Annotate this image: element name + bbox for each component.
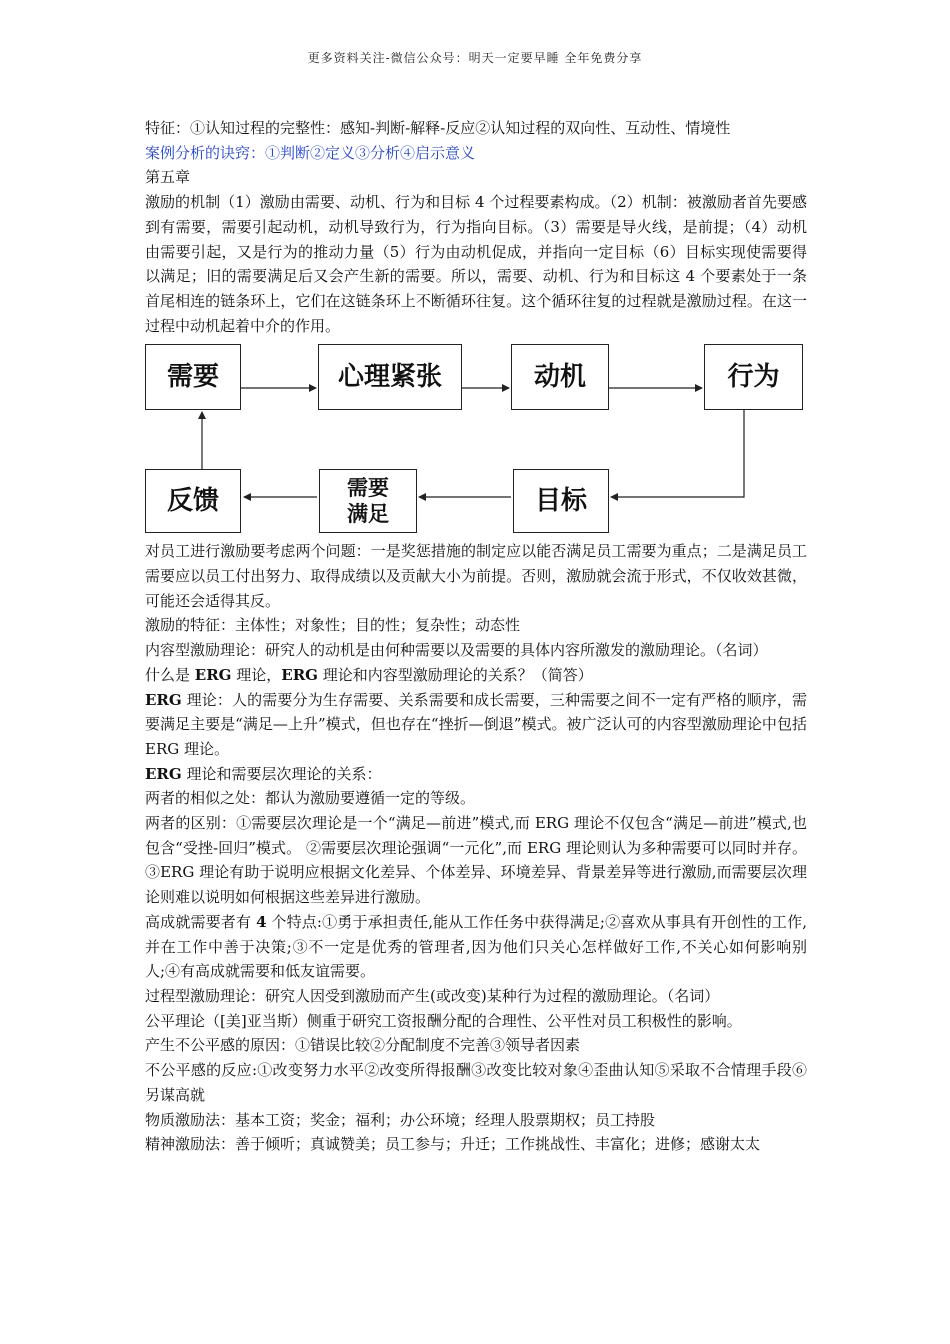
achieve-post: 个特点:①勇于承担责任,能从工作任务中获得满足;②喜欢从事具有开创性的工作,并在工作中善于决策;③不一定是优秀的管理者,因为他们只关心怎样做好工作,不关心如何影响别人;④有高成就需要和低友谊需要。 bbox=[145, 912, 807, 981]
achieve-pre: 高成就需要者有 bbox=[145, 912, 257, 931]
node-goal: 目标 bbox=[513, 469, 609, 533]
node-need-satisfaction-line1: 需要 bbox=[347, 476, 389, 501]
paragraph-motivation-traits: 激励的特征：主体性；对象性；目的性；复杂性；动态性 bbox=[145, 616, 521, 635]
document-body bbox=[145, 116, 807, 1157]
node-motive: 动机 bbox=[511, 344, 609, 410]
chapter-heading: 第五章 bbox=[145, 168, 191, 187]
paragraph-unfair-reactions: 不公平感的反应:①改变努力水平②改变所得报酬③改变比较对象④歪曲认知⑤采取不合情理手段⑥另谋高就 bbox=[145, 1061, 807, 1104]
paragraph-spiritual-incentives: 精神激励法：善于倾听；真诚赞美；员工参与；升迁；工作挑战性、丰富化；进修；感谢太太 bbox=[145, 1135, 761, 1154]
paragraph-process-theory: 过程型激励理论：研究人因受到激励而产生(或改变)某种行为过程的激励理论。（名词） bbox=[145, 986, 720, 1005]
paragraph-motivation-mechanism: 激励的机制（1）激励由需要、动机、行为和目标 4 个过程要素构成。（2）机制：被激励者首先要感到有需要，需要引起动机，动机导致行为，行为指向目标。（3）需要是导火线，是前提；（4）动机由需要引起，又是行为的推动力量（5）行为由动机促成，并指向一定目标（6）目标实现使需要得以满足；旧的需要满足后又会产生新的需要。所以，需要、动机、行为和目标这 4 个要素处于一条首尾相连的链条环上，它们在这链条环上不断循环往复。这个循环往复的过程就是激励过程。在这一过程中动机起着中介的作用。 bbox=[145, 193, 807, 335]
question-erg bbox=[145, 663, 807, 688]
paragraph-two-issues: 对员工进行激励要考虑两个问题：一是奖惩措施的制定应以能否满足员工需要为重点；二是满足员工需要应以员工付出努力、取得成绩以及贡献大小为前提。否则，激励就会流于形式，不仅收效甚微，可能还会适得其反。 bbox=[145, 542, 807, 610]
node-need: 需要 bbox=[145, 344, 241, 410]
q-erg-post: 理论和内容型激励理论的关系？（简答） bbox=[318, 665, 593, 684]
paragraph-material-incentives: 物质激励法：基本工资；奖金；福利；办公环境；经理人股票期权；员工持股 bbox=[145, 1110, 656, 1129]
q-erg-pre: 什么是 bbox=[145, 665, 195, 684]
paragraph-cognition-features: 特征：①认知过程的完整性：感知-判断-解释-反应②认知过程的双向性、互动性、情境性 bbox=[145, 119, 731, 137]
erg-text: 理论：人的需要分为生存需要、关系需要和成长需要，三种需要之间不一定有严格的顺序，需要满足主要是“满足—上升”模式，但也存在“挫折—倒退”模式。被广泛认可的内容型激励理论中包括 ERG 理论。 bbox=[145, 690, 807, 758]
erg-bold: ERG bbox=[145, 690, 182, 709]
paragraph-high-achievement bbox=[145, 910, 807, 984]
node-feedback: 反馈 bbox=[145, 469, 241, 533]
paragraph-unfair-causes: 产生不公平感的原因：①错误比较②分配制度不完善③领导者因素 bbox=[145, 1036, 581, 1055]
paragraph-equity-theory: 公平理论（[美]亚当斯）侧重于研究工资报酬分配的合理性、公平性对员工积极性的影响。 bbox=[145, 1011, 742, 1030]
motivation-cycle-diagram bbox=[145, 344, 807, 534]
paragraph-case-analysis: 案例分析的诀窍：①判断②定义③分析④启示意义 bbox=[145, 143, 476, 162]
page-header: 更多资料关注-微信公众号：明天一定要早睡 全年免费分享 bbox=[307, 51, 643, 65]
paragraph-similarity: 两者的相似之处：都认为激励要遵循一定的等级。 bbox=[145, 789, 476, 808]
paragraph-content-theory: 内容型激励理论：研究人的动机是由何种需要以及需要的具体内容所激发的激励理论。（名词） bbox=[145, 641, 768, 660]
node-behavior: 行为 bbox=[704, 344, 803, 410]
q-erg-bold-1: ERG bbox=[194, 665, 232, 684]
q-erg-mid: 理论， bbox=[231, 665, 282, 684]
node-need-satisfaction-line2: 满足 bbox=[347, 502, 389, 527]
node-psychological-tension: 心理紧张 bbox=[318, 344, 462, 410]
node-need-satisfaction bbox=[319, 469, 417, 533]
q-erg-bold-2: ERG bbox=[281, 665, 318, 684]
erg-rel-text: 理论和需要层次理论的关系： bbox=[181, 764, 382, 783]
erg-rel-bold: ERG bbox=[145, 764, 182, 783]
paragraph-erg-theory bbox=[145, 688, 807, 762]
paragraph-differences: 两者的区别：①需要层次理论是一个“满足—前进”模式,而 ERG 理论不仅包含“满足—前进”模式,也包含“受挫-回归”模式。 ②需要层次理论强调“一元化”,而 ERG 理论则认为多种需要可以同时并存。 ③ERG 理论有助于说明应根据文化差异、个体差异、环境差异、背景差异等进行激励,而需要层次理论则难以说明如何根据这些差异进行激励。 bbox=[145, 814, 807, 907]
arrow-behavior-to-goal bbox=[611, 410, 744, 497]
achieve-num: 4 bbox=[256, 912, 267, 931]
paragraph-erg-relation bbox=[145, 762, 807, 787]
